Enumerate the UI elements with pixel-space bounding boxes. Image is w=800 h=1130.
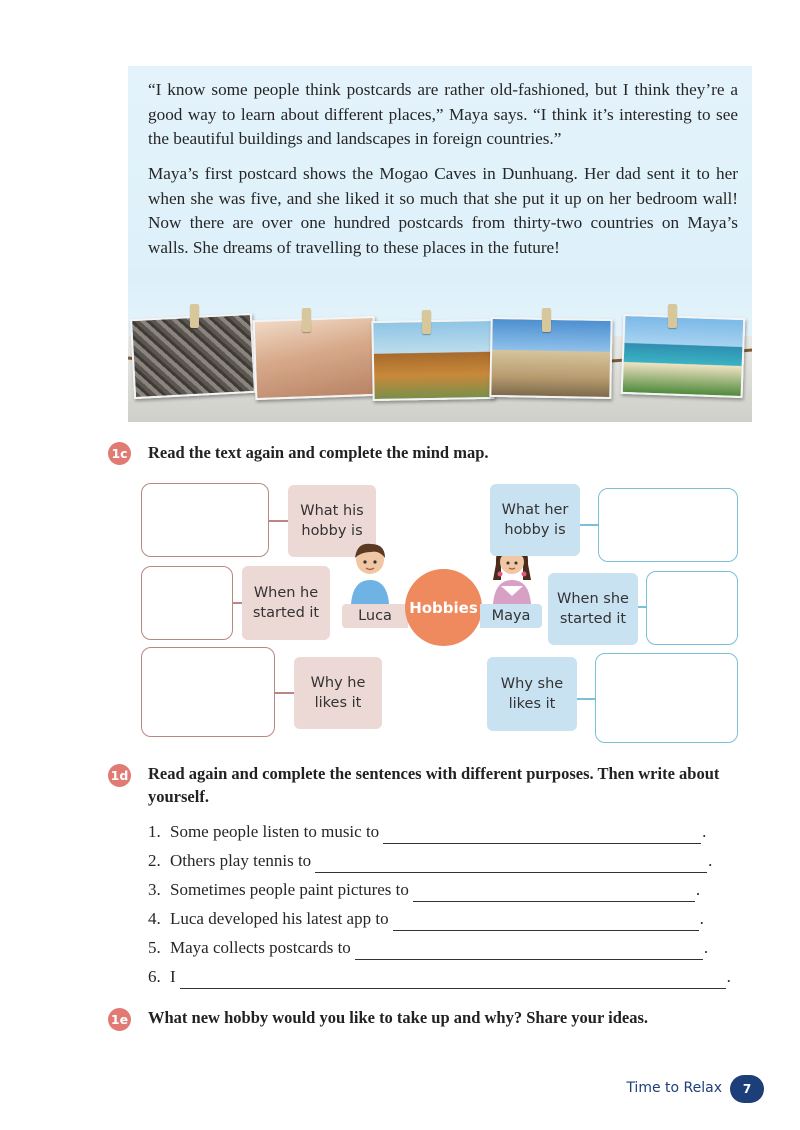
instruction-1c: Read the text again and complete the mind map. <box>148 443 489 462</box>
clothes-peg <box>190 304 199 328</box>
luca-name-label: Luca <box>342 604 408 628</box>
sentence-number: 6. <box>148 967 161 986</box>
sentence-item <box>148 907 748 931</box>
answer-blank[interactable] <box>315 854 707 873</box>
sentence-period: . <box>703 938 709 957</box>
sentence-text: Some people listen to music to <box>170 822 380 841</box>
instruction-1d: Read again and complete the sentences with different purposes. Then write about yourself. <box>148 764 720 806</box>
answer-blank[interactable] <box>180 970 726 989</box>
connector-line <box>577 698 595 700</box>
sentence-text: I <box>170 967 176 986</box>
sentence-item <box>148 936 748 960</box>
maya-started-answer-box[interactable] <box>646 571 738 645</box>
sentence-item <box>148 820 748 844</box>
sentence-period: . <box>726 967 731 986</box>
answer-blank[interactable] <box>355 941 703 960</box>
sentence-item <box>148 965 748 989</box>
clothes-peg <box>422 310 431 334</box>
exercise-badge-1d: 1d <box>108 764 131 787</box>
hobbies-hub: Hobbies <box>405 569 482 646</box>
reading-paragraph-2: Maya’s first postcard shows the Mogao Caves in Dunhuang. Her dad sent it to her when she was five, and she liked it so much that she put it up on her bedroom wall! Now there are over one hundred postcards from thirty-two countries on Maya’s walls. She dreams of travelling to these places in the future! <box>148 164 738 257</box>
sentence-text: Others play tennis to <box>170 851 312 870</box>
exercise-badge-1e: 1e <box>108 1008 131 1031</box>
answer-blank[interactable] <box>383 825 701 844</box>
sentence-number: 3. <box>148 880 161 899</box>
sentence-period: . <box>702 822 707 841</box>
maya-why-answer-box[interactable] <box>595 653 738 743</box>
postcard-desert-dunes-image <box>253 316 378 400</box>
sentence-period: . <box>699 909 704 928</box>
page-number-badge: 7 <box>730 1075 764 1103</box>
sentence-item <box>148 849 748 873</box>
maya-hobby-answer-box[interactable] <box>598 488 738 562</box>
instruction-1e: What new hobby would you like to take up and why? Share your ideas. <box>148 1008 649 1027</box>
clothes-peg <box>668 304 677 328</box>
connector-line <box>638 606 646 608</box>
connector-line <box>268 520 288 522</box>
sentence-text: Maya collects postcards to <box>170 938 351 957</box>
exercise-badge-1c: 1c <box>108 442 131 465</box>
reading-paragraph-1: “I know some people think postcards are rather old-fashioned, but I think they’re a good way to learn about different places,” Maya says. “I think it’s interesting to see the beautiful buildings and landscapes in foreign countries.” <box>148 80 738 148</box>
maya-what-hobby-prompt: What her hobby is <box>490 484 580 556</box>
answer-blank[interactable] <box>393 912 699 931</box>
sentence-number: 1. <box>148 822 161 841</box>
luca-when-started-prompt: When he started it <box>242 566 330 640</box>
sentence-number: 4. <box>148 909 161 928</box>
sentence-period: . <box>708 851 713 870</box>
maya-name-label: Maya <box>480 604 542 628</box>
sentence-number: 5. <box>148 938 161 957</box>
postcard-pagoda-image <box>371 319 494 401</box>
sentence-item <box>148 878 748 902</box>
answer-blank[interactable] <box>413 883 695 902</box>
maya-when-started-prompt: When she started it <box>548 573 638 645</box>
luca-why-answer-box[interactable] <box>141 647 275 737</box>
luca-hobby-answer-box[interactable] <box>141 483 269 557</box>
sentence-text: Luca developed his latest app to <box>170 909 389 928</box>
maya-why-likes-prompt: Why she likes it <box>487 657 577 731</box>
connector-line <box>274 692 294 694</box>
sentence-number: 2. <box>148 851 161 870</box>
sentence-period: . <box>695 880 701 899</box>
luca-what-hobby-prompt: What his hobby is <box>288 485 376 557</box>
clothes-peg <box>542 308 551 332</box>
luca-why-likes-prompt: Why he likes it <box>294 657 382 729</box>
postcard-beach-image <box>621 314 746 398</box>
reading-passage <box>128 66 752 422</box>
connector-line <box>232 602 242 604</box>
luca-boy-avatar-icon <box>345 536 395 604</box>
clothes-peg <box>302 308 311 332</box>
sentence-text: Sometimes people paint pictures to <box>170 880 409 899</box>
postcard-parthenon-image <box>489 317 612 399</box>
connector-line <box>580 524 598 526</box>
unit-title-footer: Time to Relax <box>626 1080 722 1096</box>
luca-started-answer-box[interactable] <box>141 566 233 640</box>
